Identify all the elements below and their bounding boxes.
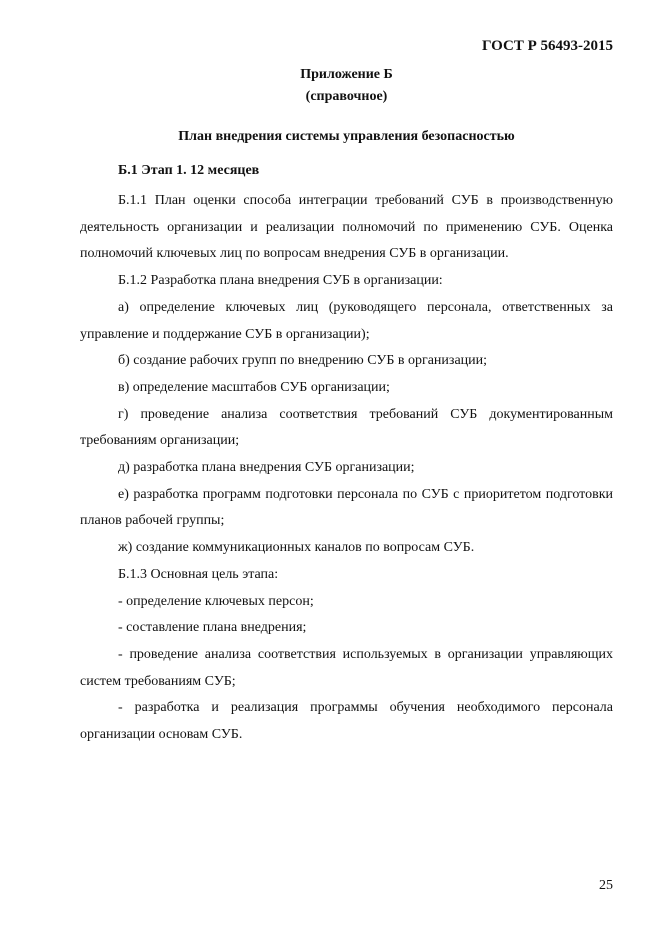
list-item-zh: ж) создание коммуникационных каналов по вопросам СУБ. [118, 540, 475, 556]
goal-item-3: - проведение анализа соответствия используемых в организации управляющих систем требованиям СУБ; [80, 646, 613, 689]
list-item-v: в) определение масштабов СУБ организации; [118, 379, 390, 395]
goal-item-4: - разработка и реализация программы обучения необходимого персонала организации основам СУБ. [80, 700, 613, 743]
page-number: 25 [599, 878, 613, 893]
list-item-b: б) создание рабочих групп по внедрению СУБ в организации; [118, 353, 488, 369]
paragraph-b-1-1: Б.1.1 План оценки способа интеграции требований СУБ в производственную деятельность организации и реализации полномочий по применению СУБ. Оценка полномочий ключевых лиц по вопросам внедрения СУБ в организации. [80, 193, 613, 262]
document-title: План внедрения системы управления безопасностью [178, 129, 515, 144]
paragraph-b-1-3: Б.1.3 Основная цель этапа: [118, 566, 279, 582]
list-item-d: д) разработка плана внедрения СУБ организации; [118, 460, 415, 476]
standard-code: ГОСТ Р 56493-2015 [481, 38, 613, 54]
list-item-g: г) проведение анализа соответствия требований СУБ документированным требованиям организации; [80, 406, 613, 449]
section-heading: Б.1 Этап 1. 12 месяцев [118, 163, 260, 178]
goal-item-1: - определение ключевых персон; [118, 593, 314, 609]
appendix-subtitle: (справочное) [305, 89, 388, 104]
section-body [80, 188, 613, 749]
list-item-e: е) разработка программ подготовки персонала по СУБ с приоритетом подготовки планов рабочей группы; [80, 486, 613, 529]
paragraph-b-1-2: Б.1.2 Разработка плана внедрения СУБ в организации: [118, 273, 443, 289]
goal-item-2: - составление плана внедрения; [118, 620, 307, 636]
appendix-title: Приложение Б [300, 67, 393, 82]
list-item-a: а) определение ключевых лиц (руководящего персонала, ответственных за управление и поддержание СУБ в организации); [80, 299, 613, 342]
